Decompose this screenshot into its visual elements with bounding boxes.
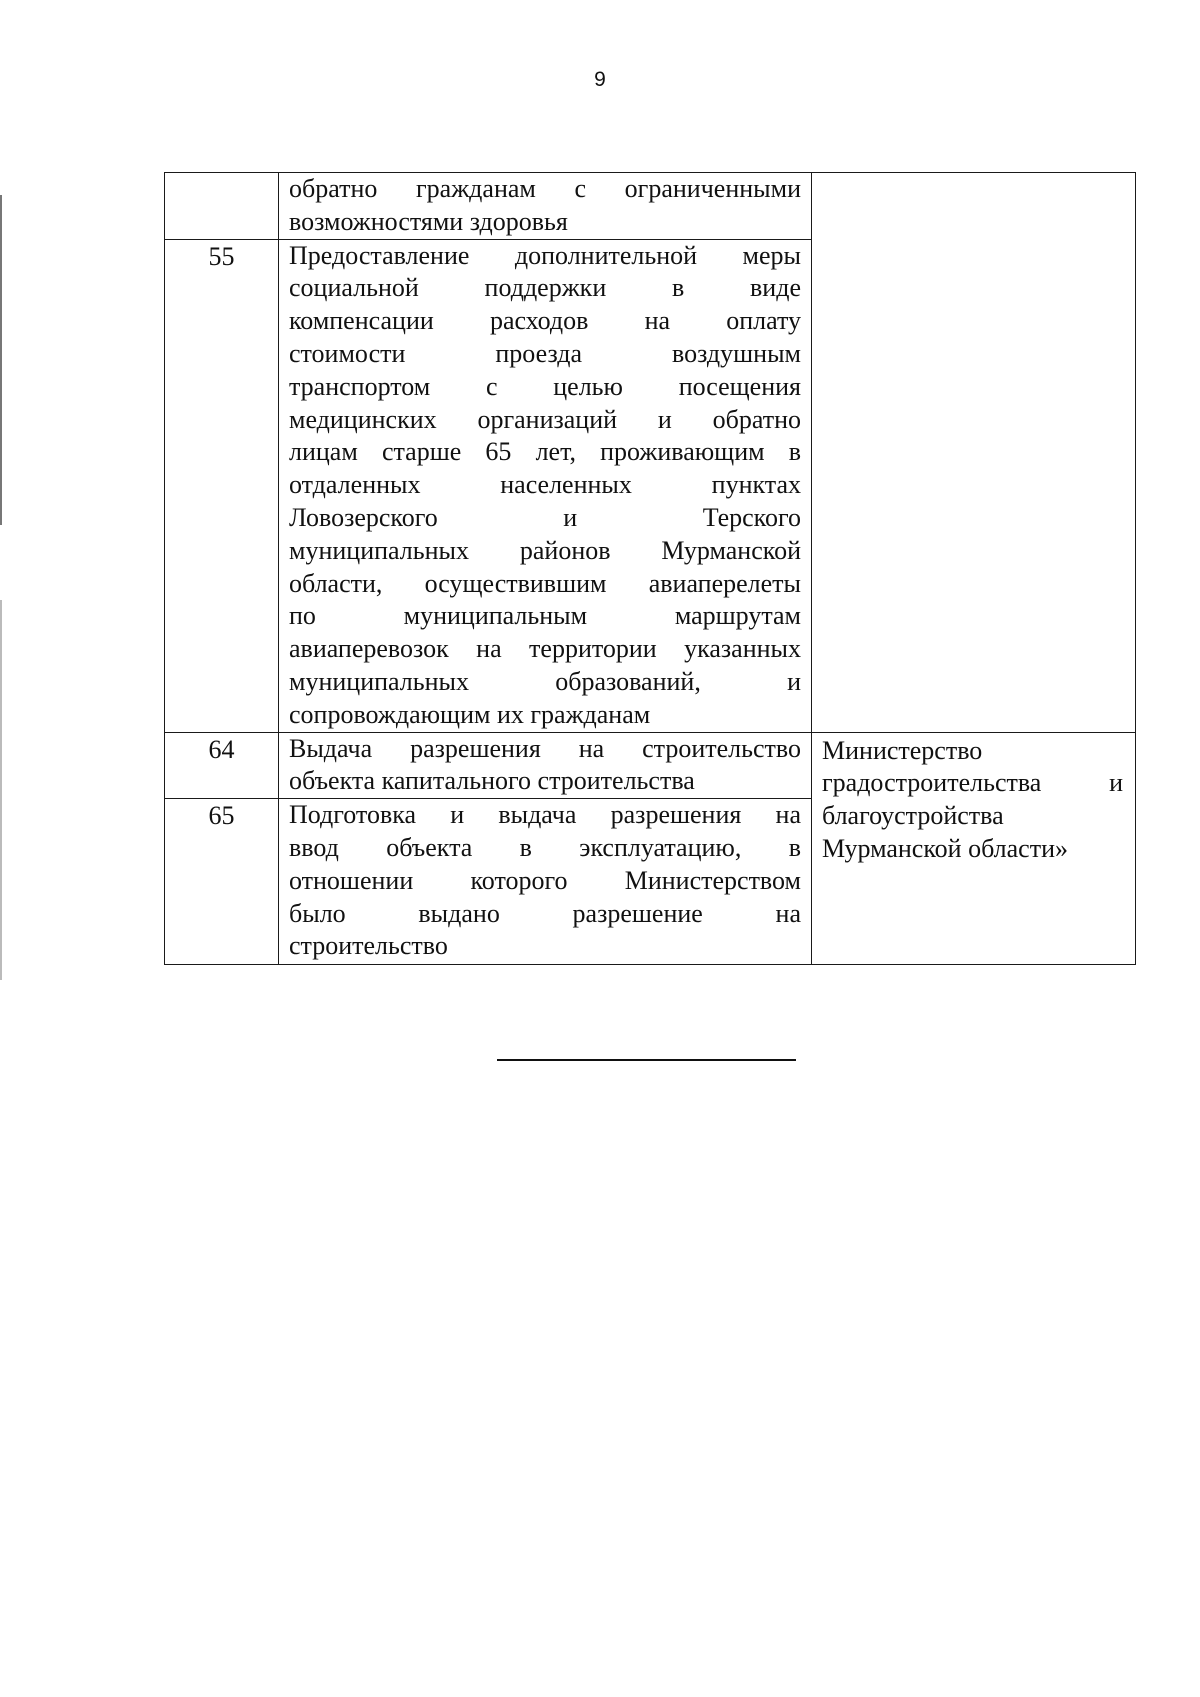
text-line: Выдача разрешения на строительство xyxy=(289,733,801,763)
service-description-cell xyxy=(279,799,812,965)
row-number-cell: 64 xyxy=(165,732,279,799)
text-line: компенсации расходов на оплату xyxy=(289,306,801,336)
org-line: градостроительства и xyxy=(822,768,1123,798)
text-line: по муниципальным маршрутам xyxy=(289,601,801,631)
table-row xyxy=(165,173,1136,240)
text-line: сопровождающим их гражданам xyxy=(289,699,651,729)
scan-edge-mark xyxy=(0,195,2,525)
text-line: Подготовка и выдача разрешения на xyxy=(289,800,801,830)
text-line: лицам старше 65 лет, проживающим в xyxy=(289,437,801,467)
service-description-cell xyxy=(279,732,812,799)
org-line: Мурманской области» xyxy=(822,833,1068,863)
service-description-cell xyxy=(279,239,812,732)
org-line: Министерство xyxy=(822,735,983,765)
text-line: области, осуществившим авиаперелеты xyxy=(289,568,801,598)
services-table xyxy=(164,172,1136,965)
text-line: социальной поддержки в виде xyxy=(289,273,801,303)
organization-cell xyxy=(812,732,1136,965)
service-description-cell xyxy=(279,173,812,240)
table-row xyxy=(165,732,1136,799)
text-line: транспортом с целью посещения xyxy=(289,371,801,401)
page-number: 9 xyxy=(594,68,606,91)
text-line: отдаленных населенных пунктах xyxy=(289,470,801,500)
end-separator-line xyxy=(497,1059,796,1061)
org-line: благоустройства xyxy=(822,801,1004,831)
text-line: муниципальных районов Мурманской xyxy=(289,535,801,565)
organization-cell-empty xyxy=(812,173,1136,733)
text-line: ввод объекта в эксплуатацию, в xyxy=(289,832,801,862)
text-line: возможностями здоровья xyxy=(289,206,568,236)
text-line: авиаперевозок на территории указанных xyxy=(289,634,801,664)
text-line: было выдано разрешение на xyxy=(289,898,801,928)
scan-edge-mark xyxy=(0,600,2,980)
text-line: стоимости проезда воздушным xyxy=(289,338,801,368)
text-line: отношении которого Министерством xyxy=(289,865,801,895)
row-number-cell xyxy=(165,173,279,240)
text-line: строительство xyxy=(289,931,448,961)
text-line: обратно гражданам с ограниченными xyxy=(289,174,801,203)
text-line: медицинских организаций и обратно xyxy=(289,404,801,434)
row-number-cell: 65 xyxy=(165,799,279,965)
text-line: муниципальных образований, и xyxy=(289,666,801,696)
text-line: Предоставление дополнительной меры xyxy=(289,240,801,270)
row-number-cell: 55 xyxy=(165,239,279,732)
text-line: Ловозерского и Терского xyxy=(289,502,801,532)
text-line: объекта капитального строительства xyxy=(289,766,695,796)
